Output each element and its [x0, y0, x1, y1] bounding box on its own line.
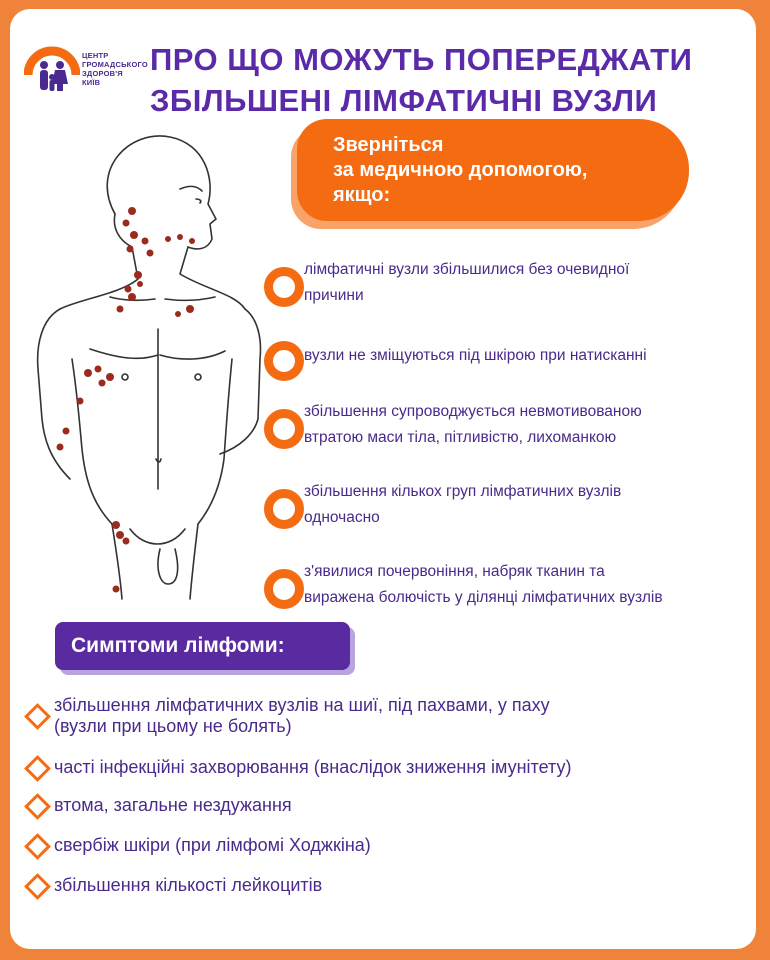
warning-line: виражена болючість у ділянці лімфатичних вузлів [304, 589, 663, 606]
page-title [150, 39, 750, 121]
symptom-line: часті інфекційні захворювання (внаслідок зниження імунітету) [54, 757, 572, 777]
symptom-line: (вузли при цьому не болять) [54, 716, 292, 736]
logo-line-2: ГРОМАДСЬКОГО [82, 60, 148, 69]
human-torso-icon [20, 129, 270, 609]
title-line-1: ПРО ЩО МОЖУТЬ ПОПЕРЕДЖАТИ [150, 42, 693, 77]
diamond-bullet-icon [24, 873, 51, 900]
ring-bullet-icon [264, 489, 304, 529]
symptoms-heading-text: Симптоми лімфоми: [71, 634, 285, 657]
diamond-bullet-icon [24, 755, 51, 782]
diamond-bullet-icon [24, 703, 51, 730]
cta-line-3: якщо: [333, 184, 391, 206]
poster [10, 9, 756, 949]
symptoms-heading [55, 622, 350, 670]
warning-text [304, 343, 647, 369]
warning-line: лімфатичні вузли збільшилися без очевидної [304, 261, 630, 278]
title-line-2: ЗБІЛЬШЕНІ ЛІМФАТИЧНІ ВУЗЛИ [150, 83, 658, 118]
consult-doctor-text [333, 133, 587, 208]
warning-text [304, 399, 642, 451]
consult-doctor-banner [297, 119, 689, 221]
logo-text [82, 51, 148, 87]
symptom-line: свербіж шкіри (при лімфомі Ходжкіна) [54, 835, 371, 855]
symptom-line: втома, загальне нездужання [54, 795, 292, 815]
warning-line: збільшення кількох груп лімфатичних вузлів [304, 483, 622, 500]
warning-text [304, 479, 621, 531]
logo [24, 39, 164, 101]
warning-line: втратою маси тіла, пітливістю, лихоманкою [304, 429, 617, 446]
symptom-line: збільшення лімфатичних вузлів на шиї, під пахвами, у паху [54, 695, 550, 715]
body-illustration [20, 129, 270, 609]
diamond-bullet-icon [24, 833, 51, 860]
logo-line-4: КИЇВ [82, 78, 101, 87]
logo-line-1: ЦЕНТР [82, 51, 109, 60]
ring-bullet-icon [264, 267, 304, 307]
warning-line: вузли не зміщуються під шкірою при натисканні [304, 347, 647, 364]
diamond-bullet-icon [24, 793, 51, 820]
cta-line-1: Зверніться [333, 134, 444, 156]
symptom-text [54, 835, 371, 856]
ring-bullet-icon [264, 341, 304, 381]
symptom-text [54, 695, 550, 737]
ring-bullet-icon [264, 569, 304, 609]
logo-line-3: ЗДОРОВ'Я [82, 69, 123, 78]
warning-line: з'явилися почервоніння, набряк тканин та [304, 563, 605, 580]
warning-line: причини [304, 287, 364, 304]
warning-text [304, 559, 663, 611]
symptom-text [54, 757, 571, 778]
warning-line: одночасно [304, 509, 380, 526]
ring-bullet-icon [264, 409, 304, 449]
cta-line-2: за медичною допомогою, [333, 159, 588, 181]
warning-text [304, 257, 629, 309]
warning-line: збільшення супроводжується невмотивованою [304, 403, 642, 420]
family-logo-icon [24, 39, 80, 99]
symptom-line: збільшення кількості лейкоцитів [54, 875, 323, 895]
symptom-text [54, 875, 322, 896]
symptom-text [54, 795, 292, 816]
